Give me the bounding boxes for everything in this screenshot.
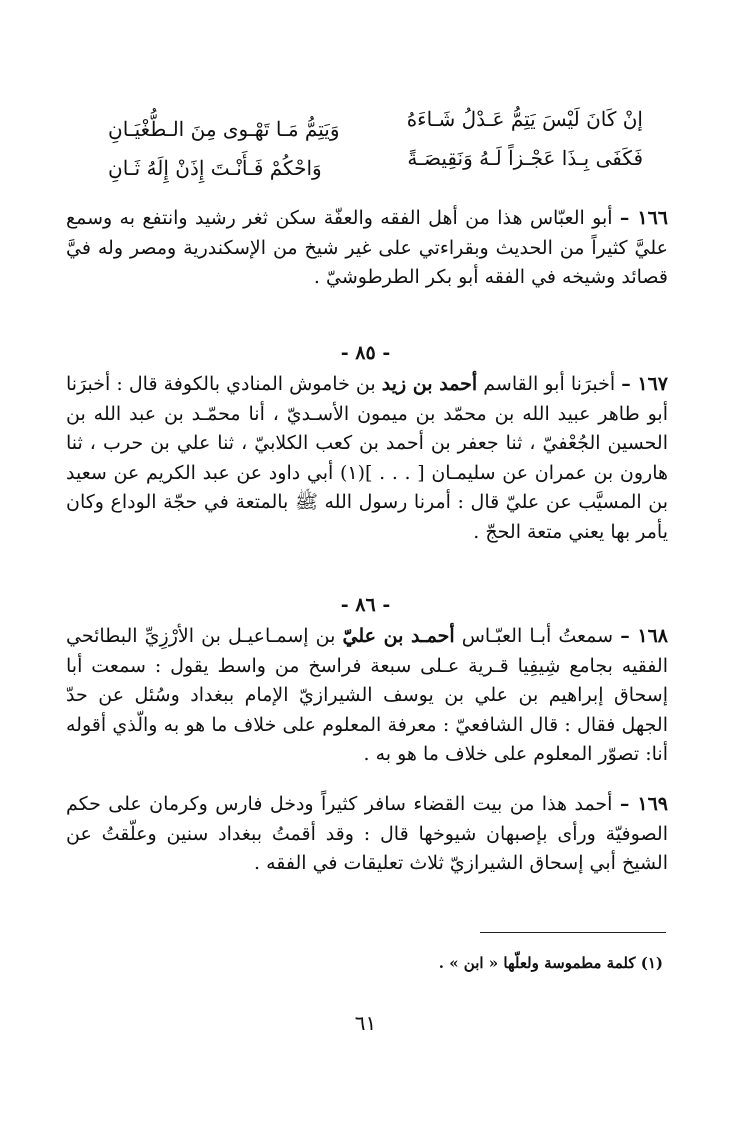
entry-number: ١٦٩ – — [619, 793, 668, 815]
entry-intro: أخبرَنا أبو القاسم — [483, 373, 616, 395]
entry-text: أبو العبّاس هذا من أهل الفقه والعفّة سكن ثغر رشيد وانتفع به وسمع عليَّ كثيراً من الحديث وبقراءتي على غير شيخ من الإسكندرية ومصر وله فيَّ قصائد وشيخه في الفقه أبو بكر الطرطوشيّ . — [66, 207, 668, 288]
footnote: (١) كلمة مطموسة ولعلّها « ابن » . — [438, 954, 663, 972]
entry-name: أحمد بن زيد — [381, 373, 478, 395]
poem-verse-2-right: فَكَفَى بِـذَا عَجْـزاً لَـهُ وَنَقِيصَـةً — [407, 146, 643, 170]
entry-number: ١٦٧ – — [621, 373, 668, 395]
entry-number: ١٦٦ – — [619, 207, 668, 229]
poem-verse-1-left: وَيَتِمُّ مَـا تَهْـوى مِنَ الـطُّغْيَـانِ — [108, 117, 340, 141]
entry-text: بن خاموش المنادي بالكوفة قال : أخبرَنا أبو طاهر عبيد الله بن محمّد بن ميمون الأسـديّ ، أنا محمّـد بن عبد الله بن الحسين الجُعْفيّ ، ثنا جعفر بن أحمد بن كعب الكلابيّ ، ثنا علي بن حرب ، ثنا هارون بن عمران عن سليمـان [ . . . ](١) أبي داود عن عبد الكريم عن سعيد بن المسيَّب عن عليّ قال : أمرنا رسول الله ﷺ بالمتعة في حجّة الوداع وكان يأمر بها يعني متعة الحجّ . — [66, 373, 668, 543]
entry-text: أحمد هذا من بيت القضاء سافر كثيراً ودخل فارس وكرمان على حكم الصوفيّة ورأى بإصبهان شيوخها قال : وقد أقمتُ ببغداد سنين وعلّقتُ عن الشيخ أبي إسحاق الشيرازيّ ثلاث تعليقات في الفقه . — [66, 793, 668, 874]
poem-verse-2-left: وَاحْكُمْ فَـأَنْـتَ إِذَنْ إِلَهُ ثَـانِ — [108, 156, 322, 180]
entry-number: ١٦٨ – — [620, 625, 669, 647]
entry-166 — [66, 204, 668, 293]
page-number: ٦١ — [354, 1011, 377, 1035]
entry-167 — [66, 370, 668, 547]
section-separator-86: - ٨٦ - — [340, 594, 391, 616]
entry-169 — [66, 790, 668, 879]
entry-intro: سمعتُ أبـا العبّـاس — [461, 625, 614, 647]
entry-168 — [66, 622, 668, 770]
footnote-divider — [480, 932, 666, 933]
entry-text: بن إسمـاعيـل بن الأرْزِيِّ البطائحي الفقيه بجامع شِيفِيا قـرية عـلى سبعة فراسخ من واسط يقول : سمعت أبا إسحاق إبراهيم بن علي بن يوسف الشيرازيّ الإمام ببغداد وسُئل عن حدّ الجهل فقال : قال الشافعيّ : معرفة المعلوم على خلاف ما هو به والّذي أقوله أنا: تصوّر المعلوم على خلاف ما هو به . — [66, 625, 668, 765]
entry-name: أحمـد بن عليّ — [342, 625, 455, 647]
section-separator-85: - ٨٥ - — [340, 342, 391, 364]
poem-verse-1-right: إنْ كَانَ لَيْسَ يَتِمُّ عَـدْلُ شَـاءَهُ — [406, 107, 643, 131]
